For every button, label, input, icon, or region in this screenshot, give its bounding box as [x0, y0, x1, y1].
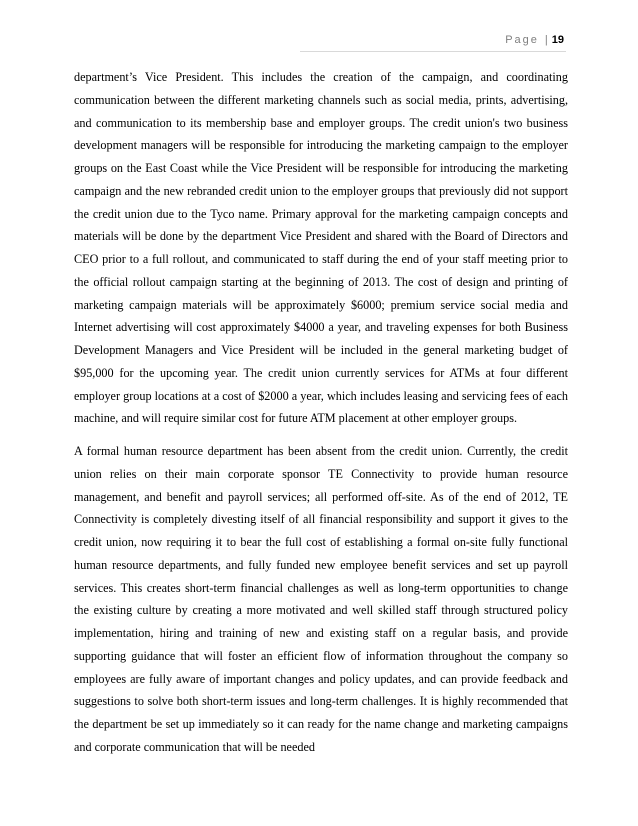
paragraph-human-resources: A formal human resource department has been absent from the credit union. Currently, the credit union relies on their main corporate sponsor TE Connectivity to provide human resource management, and benefit and payroll services; all performed off-site. As of the end of 2012, TE Connectivity is completely divesting itself of all financial responsibility and support it gives to the credit union, now requiring it to bear the full cost of establishing a formal on-site fully functional human resource departments, and fully funded new employee benefit services and set up payroll services. This creates short-term financial challenges as well as long-term opportunities to change the existing culture by creating a more motivated and well skilled staff through structured policy implementation, hiring and training of new and existing staff on a regular basis, and provide supporting guidance that will foster an efficient flow of information throughout the company so employees are fully aware of important changes and policy updates, and can provide feedback and suggestions to solve both short-term issues and long-term challenges. It is highly recommended that the department be set up immediately so it can ready for the name change and marketing campaigns and corporate communication that will be needed — [74, 444, 568, 754]
body-text — [74, 66, 568, 769]
paragraph-marketing-budget: department’s Vice President. This includes the creation of the campaign, and coordinating communication between the different marketing channels such as social media, prints, advertising, and communication to its membership base and employer groups. The credit union's two business development managers will be responsible for introducing the marketing campaign to the employer groups on the East Coast while the Vice President will be responsible for introducing the marketing campaign and the new rebranded credit union to the employer groups that previously did not support the credit union due to the Tyco name. Primary approval for the marketing campaign concepts and materials will be done by the department Vice President and shared with the Board of Directors and CEO prior to a full rollout, and communicated to staff during the end of your staff meeting prior to the official rollout campaign starting at the beginning of 2013. The cost of design and printing of marketing campaign materials will be approximately $6000; premium service social media and Internet advertising will cost approximately $4000 a year, and traveling expenses for both Business Development Managers and Vice President will be included in the general marketing budget of $95,000 for the upcoming year. The credit union currently services for ATMs at four different employer group locations at a cost of $2000 a year, which includes leasing and servicing fees of each machine, and will require similar cost for future ATM placement at other employer groups. — [74, 70, 568, 426]
page-number: 19 — [551, 34, 564, 46]
header-divider — [300, 51, 566, 52]
page-label: Page — [505, 34, 539, 46]
page-header — [505, 34, 564, 46]
header-separator: | — [544, 34, 548, 46]
